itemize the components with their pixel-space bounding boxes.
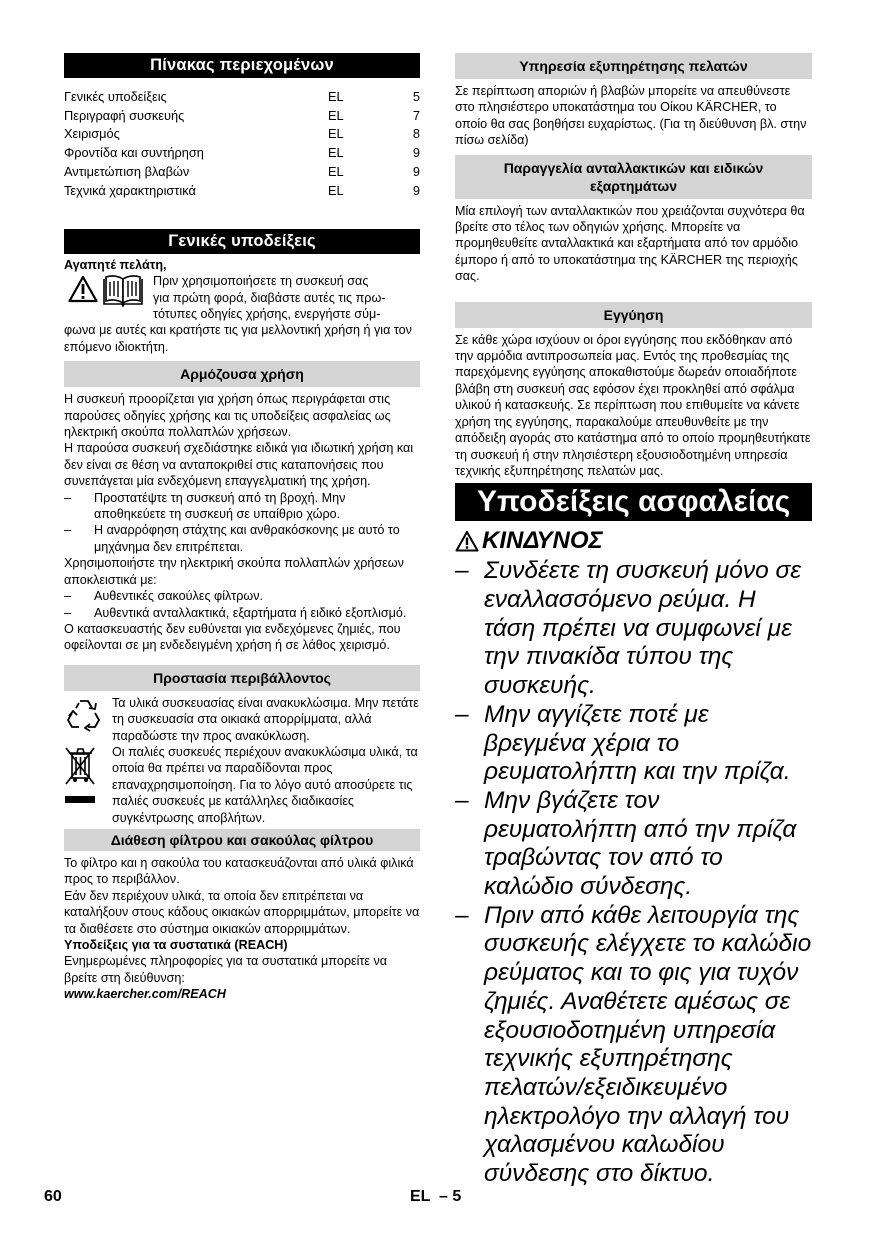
toc-page: 8 xyxy=(412,126,420,142)
safety-item: – Πριν από κάθε λειτουργία της συσκευής ελέγχετε το καλώδιο ρεύματος και το φις για τυχόν ζημιές. Αναθέτετε αμέσως σε εξουσιοδοτημένη υπηρεσία τεχνικής εξυπηρέτησης πελατών/εξειδικευμένο ηλεκτρολόγο την αλλαγή του χαλασμένου καλωδίου σύνδεσης στο δίκτυο. xyxy=(455,901,812,1188)
intro-line-3: τότυπες οδηγίες χρήσης, ενεργήστε σύμ- xyxy=(153,307,381,321)
reach-text: Ενημερωμένες πληροφορίες για τα συστατικά μπορείτε να βρείτε στη διεύθυνση: xyxy=(64,954,388,985)
toc-row xyxy=(64,106,420,125)
page-number: 60 xyxy=(44,1188,62,1205)
spare-parts-title xyxy=(455,155,812,199)
safety-item: – Συνδέετε τη συσκευή μόνο σε εναλλασσόμενο ρεύμα. Η τάση πρέπει να συμφωνεί με την πινακίδα τύπου της συσκευής. xyxy=(455,557,802,700)
list-item: – Αυθεντικά ανταλλακτικά, εξαρτήματα ή ειδικό εξοπλισμό. xyxy=(64,605,407,620)
toc-page: 5 xyxy=(412,88,420,104)
list-item: – Η αναρρόφηση στάχτης και ανθρακόσκονης με αυτό το μηχάνημα δεν επιτρέπεται. xyxy=(64,523,400,554)
intro-line-1: Πριν χρησιμοποιήσετε τη συσκευή σας xyxy=(153,274,369,289)
toc-name: Περιγραφή συσκευής xyxy=(64,107,185,123)
filter-disposal-title: Διάθεση φίλτρου και σακούλας φίλτρου xyxy=(64,829,420,851)
crossed-out-bin-icon xyxy=(64,744,96,808)
general-title: Γενικές υποδείξεις xyxy=(64,229,420,254)
environment-p1: Τα υλικά συσκευασίας είναι ανακυκλώσιμα. Μην πετάτε τη συσκευασία στα οικιακά απορρίμματα, αλλά παραδώστε την προς ανακύκλωση. xyxy=(112,695,419,743)
toc-name: Τεχνικά χαρακτηριστικά xyxy=(64,182,196,198)
danger-triangle-icon xyxy=(455,530,479,552)
intro-icons xyxy=(68,275,145,307)
environment-old-devices xyxy=(64,744,420,826)
environment-title: Προστασία περιβάλλοντος xyxy=(64,665,420,691)
toc-page: 7 xyxy=(412,107,420,123)
intended-use-title: Αρμόζουσα χρήση xyxy=(64,361,420,387)
filter-p1: Το φίλτρο και η σακούλα του κατασκευάζονται από υλικά φιλικά προς το περιβάλλον. xyxy=(64,855,414,887)
customer-service-text: Σε περίπτωση αποριών ή βλαβών μπορείτε να απευθύνεστε στο πλησιέστερο υποκατάστημα του Οίκου KÄRCHER, το οποίο θα σας βοηθήσει ευχαρίστως. (Για τη διεύθυνση βλ. στην πίσω σελίδα) xyxy=(455,84,807,148)
general-section xyxy=(64,257,420,355)
safety-item: – Μην βγάζετε τον ρευματολήπτη από την πρίζα τραβώντας τον από το καλώδιο σύνδεσης. xyxy=(455,786,797,901)
spare-parts-title-line1: Παραγγελία ανταλλακτικών και ειδικών xyxy=(503,159,764,176)
greeting: Αγαπητέ πελάτη, xyxy=(64,257,167,272)
intended-use-section xyxy=(64,391,420,654)
right-column xyxy=(455,53,812,1189)
intended-use-p3: Χρησιμοποιήστε την ηλεκτρική σκούπα πολλαπλών χρήσεων αποκλειστικά με: xyxy=(64,556,404,587)
danger-heading xyxy=(455,527,812,555)
toc-row xyxy=(64,87,420,106)
left-column xyxy=(64,53,420,1003)
toc-lang: EL xyxy=(328,164,344,180)
toc-row xyxy=(64,125,420,144)
intro-line-2: για πρώτη φορά, διαβάστε αυτές τις πρω- xyxy=(153,290,386,305)
toc-row xyxy=(64,143,420,162)
toc-row xyxy=(64,181,420,200)
safety-list xyxy=(455,557,812,1188)
recycling-icon xyxy=(64,695,104,735)
toc-table xyxy=(64,87,420,200)
intro-rest: φωνα με αυτές και κρατήστε τις για μελλοντική χρήση ή για τον επόμενο ιδιοκτήτη. xyxy=(64,323,412,354)
filter-disposal-section xyxy=(64,855,420,1003)
toc-title: Πίνακας περιεχομένων xyxy=(64,53,420,78)
toc-lang: EL xyxy=(328,107,344,123)
spare-parts-text: Μία επιλογή των ανταλλακτικών που χρειάζονται συχνότερα θα βρείτε στο τέλος των οδηγιών χρήσης. Μπορείτε να προμηθευθείτε ανταλλακτικά και εξαρτήματα από τον αρμόδιο έμπορο ή από το υποκατάστημα της KÄRCHER της περιοχής σας. xyxy=(455,203,805,284)
toc-lang: EL xyxy=(328,182,344,198)
intro-block xyxy=(64,273,420,355)
toc-lang: EL xyxy=(328,88,344,104)
danger-label: ΚΙΝΔΥΝΟΣ xyxy=(482,527,603,555)
intended-use-p1: Η συσκευή προορίζεται για χρήση όπως περιγράφεται στις παρούσες οδηγίες χρήσης και τις υποδείξεις ασφαλείας ως ηλεκτρική σκούπα πολλαπλών χρήσεων. xyxy=(64,392,391,440)
spare-parts-title-line2: εξαρτημάτων xyxy=(589,177,678,194)
section-ref: EL – 5 xyxy=(410,1188,462,1205)
toc-lang: EL xyxy=(328,145,344,161)
intended-use-p4: Ο κατασκευαστής δεν ευθύνεται για ενδεχόμενες ζημιές, που οφείλονται σε μη ενδεδειγμένη χρήση ή σε λάθος χειρισμό. xyxy=(64,621,401,653)
toc-name: Φροντίδα και συντήρηση xyxy=(64,145,204,161)
environment-section xyxy=(64,695,420,826)
toc-page: 9 xyxy=(412,182,420,198)
customer-service-title: Υπηρεσία εξυπηρέτησης πελατών xyxy=(455,53,812,79)
safety-title: Υποδείξεις ασφαλείας xyxy=(455,483,812,521)
warranty-text: Σε κάθε χώρα ισχύουν οι όροι εγγύησης που εκδόθηκαν από την αρμόδια αντιπροσωπεία μας. Εντός της προθεσμίας της παρεχόμενης εγγύησης αποκαθιστούμε δωρεάν οποιαδήποτε βλάβη στη συσκευή σας εφόσον έχει προκληθεί από σφάλμα υλικού ή κατασκευής. Σε περίπτωση που επιθυμείτε να κάνετε χρήση της εγγύησης, παρακαλούμε απευθυνθείτε με την απόδειξη αγοράς στο κατάστημα από το οποίο προμηθευτήκατε τη συσκευή ή στην πλησιέστερη εξουσιοδοτημένη υπηρεσία τεχνικής εξυπηρέτησης πελατών μας. xyxy=(455,332,811,478)
toc-page: 9 xyxy=(412,164,420,180)
warranty-title: Εγγύηση xyxy=(455,302,812,328)
list-item: – Αυθεντικές σακούλες φίλτρων. xyxy=(64,589,264,604)
safety-item: – Μην αγγίζετε ποτέ με βρεγμένα χέρια το ρευματολήπτη και την πρίζα. xyxy=(455,700,791,786)
toc-lang: EL xyxy=(328,126,344,142)
reach-heading: Υποδείξεις για τα συστατικά (REACH) xyxy=(64,938,288,952)
filter-p2: Εάν δεν περιέχουν υλικά, τα οποία δεν επιτρέπεται να καταλήξουν στους κάδους οικιακών απορριμμάτων, μπορείτε να τα διαθέσετε στο σύστημα οικιακών απορριμμάτων. xyxy=(64,888,420,936)
reach-link[interactable]: www.kaercher.com/REACH xyxy=(64,987,226,1002)
intended-use-p2: Η παρούσα συσκευή σχεδιάστηκε ειδικά για ιδιωτική χρήση και δεν είναι σε θέση να ανταποκριθεί στις καταπονήσεις που συνεπάγεται μία ενδεχόμενη επαγγελματική της χρήση. xyxy=(64,441,414,489)
toc-page: 9 xyxy=(412,145,420,161)
toc-name: Γενικές υποδείξεις xyxy=(64,88,167,104)
manual-book-icon xyxy=(101,275,145,307)
toc-name: Χειρισμός xyxy=(64,126,120,142)
toc-row xyxy=(64,162,420,181)
toc-name: Αντιμετώπιση βλαβών xyxy=(64,164,190,180)
environment-packaging xyxy=(64,695,420,744)
warning-triangle-icon xyxy=(68,275,98,303)
environment-p2: Οι παλιές συσκευές περιέχουν ανακυκλώσιμα υλικά, τα οποία θα πρέπει να παραδίδονται προς επαναχρησιμοποίηση. Για το λόγο αυτό αποσύρετε τις παλιές συσκευές με κατάλληλες διαδικασίες συγκέντρωσης αποβλήτων. xyxy=(112,744,418,825)
list-item: – Προστατέψτε τη συσκευή από τη βροχή. Μην αποθηκεύετε τη συσκευή σε υπαίθριο χώρο. xyxy=(64,490,346,522)
